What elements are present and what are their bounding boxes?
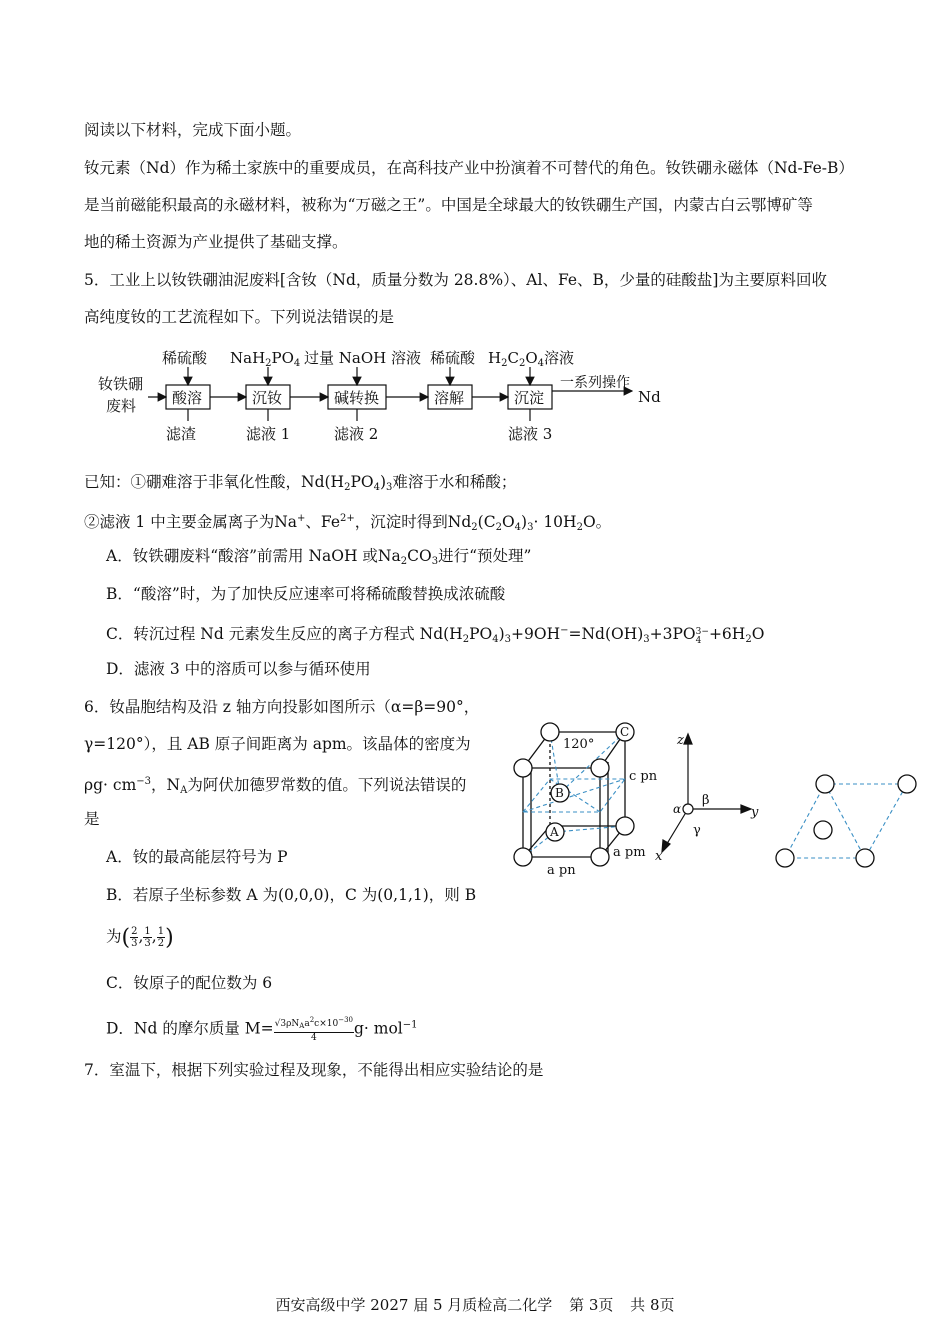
flow-reagent-dilute-h2so4-2: 稀硫酸 [430, 349, 476, 367]
flow-reagent-nah2po4: $NaH_2PO_4$ [230, 349, 301, 369]
flow-output-filtrate-3: 滤液 3 [508, 425, 553, 443]
q5-known-1: 已知：①硼难溶于非氧化性酸，$Nd(H_2PO_4)_3$难溶于水和稀酸； [84, 473, 517, 493]
q5-option-d: D．滤液 3 中的溶质可以参与循环使用 [106, 660, 371, 678]
flow-final-operation: 一系列操作 [560, 375, 630, 391]
q6-stem-3: $\rho g\cdot cm^{-3}$，$N_A$为阿伏加德罗常数的值。下列说法错误的 [84, 776, 467, 796]
atom-label-c: C [620, 725, 630, 739]
process-flow-diagram [90, 345, 690, 450]
page-footer [0, 1294, 950, 1315]
atom-label-a: A [550, 825, 559, 839]
intro-line-2: 钕元素（Nd）作为稀土家族中的重要成员，在高科技产业中扮演着不可替代的角色。钕铁硼永磁体（Nd-Fe-B） [84, 159, 854, 177]
q6-option-a: A．钕的最高能层符号为 P [106, 848, 288, 866]
q7-stem: 7．室温下，根据下列实验过程及现象，不能得出相应实验结论的是 [84, 1061, 544, 1079]
atom-label-b: B [555, 786, 564, 800]
angle-beta-label: β [702, 793, 710, 808]
q5-stem-2: 高纯度钕的工艺流程如下。下列说法错误的是 [84, 308, 395, 326]
crystal-cell-figure [505, 712, 925, 882]
angle-alpha-label: α [673, 802, 682, 816]
flow-reagent-naoh: 过量 NaOH 溶液 [304, 349, 421, 367]
q6-option-d: D．Nd 的摩尔质量 M= $\frac{√3\rho N_Aa^2c\times 10^{-30}}{4}$ g· mol$^{-1}$ [106, 1016, 418, 1043]
flow-product: Nd [638, 388, 661, 406]
q6-stem-2: γ=120°），且 AB 原子间距离为 apm。该晶体的密度为 [84, 735, 471, 753]
axis-z-label: z [677, 733, 684, 748]
flow-output-residue: 滤渣 [166, 425, 197, 443]
flow-reagent-dilute-h2so4: 稀硫酸 [162, 349, 208, 367]
edge-a-pm-label: a pm [613, 845, 646, 860]
flow-step-alkali-convert: 碱转换 [334, 389, 380, 407]
footer-school: 西安高级中学 2027 届 5 月质检高二化学 [275, 1296, 553, 1314]
edge-c-label: c pn [629, 769, 658, 784]
q6-stem-4: 是 [84, 810, 100, 828]
flow-step-dissolve: 溶解 [434, 389, 465, 407]
angle-gamma-label: γ [693, 823, 701, 838]
q5-option-b: B．“酸溶”时，为了加快反应速率可将稀硫酸替换成浓硫酸 [106, 585, 506, 603]
intro-line-3: 是当前磁能积最高的永磁材料，被称为“万磁之王”。中国是全球最大的钕铁硼生产国，内蒙古白云鄂博矿等 [84, 196, 813, 214]
footer-total: 共 8页 [630, 1296, 675, 1314]
q6-option-b-line-1: B．若原子坐标参数 A 为(0,0,0)，C 为(0,1,1)，则 B [106, 886, 477, 904]
flow-output-filtrate-2: 滤液 2 [334, 425, 379, 443]
q6-stem-1: 6．钕晶胞结构及沿 z 轴方向投影如图所示（α=β=90°， [84, 698, 480, 716]
axis-y-label: y [751, 805, 759, 820]
edge-a-pn-label: a pn [547, 863, 576, 878]
flow-step-precipitate-nd: 沉钕 [252, 389, 283, 407]
footer-page: 第 3页 [569, 1296, 614, 1314]
flow-output-filtrate-1: 滤液 1 [246, 425, 291, 443]
flow-feed-line-1: 钕铁硼 [98, 375, 144, 393]
flow-feed-line-2: 废料 [106, 397, 137, 415]
q6-option-c: C．钕原子的配位数为 6 [106, 974, 273, 992]
q5-stem-1: 5．工业上以钕铁硼油泥废料[含钕（Nd，质量分数为 28.8%）、Al、Fe、B，少量的硅酸盐]为主要原料回收 [84, 271, 827, 289]
flow-reagent-h2c2o4: $H_2C_2O_4$溶液 [488, 349, 575, 369]
angle-120-label: 120° [563, 737, 595, 752]
q5-known-2: ②滤液 1 中主要金属离子为Na+、$Fe^{2+}$，沉淀时得到$Nd_2(C_2O_4)_3\cdot 10H_2O$。 [84, 513, 612, 533]
intro-line-1: 阅读以下材料，完成下面小题。 [84, 121, 302, 139]
q6-option-b-line-2: 为( $\frac{2}{3}$ , $\frac{1}{3}$ , $\frac{1}{2}$ ) [106, 925, 174, 951]
flow-step-precipitate: 沉淀 [514, 389, 545, 407]
axis-x-label: x [655, 849, 663, 864]
flow-step-acid-dissolve: 酸溶 [172, 389, 203, 407]
q5-option-a: A．钕铁硼废料“酸溶”前需用 NaOH 或$Na_2CO_3$进行“预处理” [106, 547, 532, 567]
q5-option-c: C．转沉过程 Nd 元素发生反应的离子方程式 $Nd(H_2PO_4)_3+9OH^-=Nd(OH)_3+3PO$ 3− 4 $+6H_2O$ [106, 625, 765, 646]
intro-line-4: 地的稀土资源为产业提供了基础支撑。 [84, 233, 348, 251]
